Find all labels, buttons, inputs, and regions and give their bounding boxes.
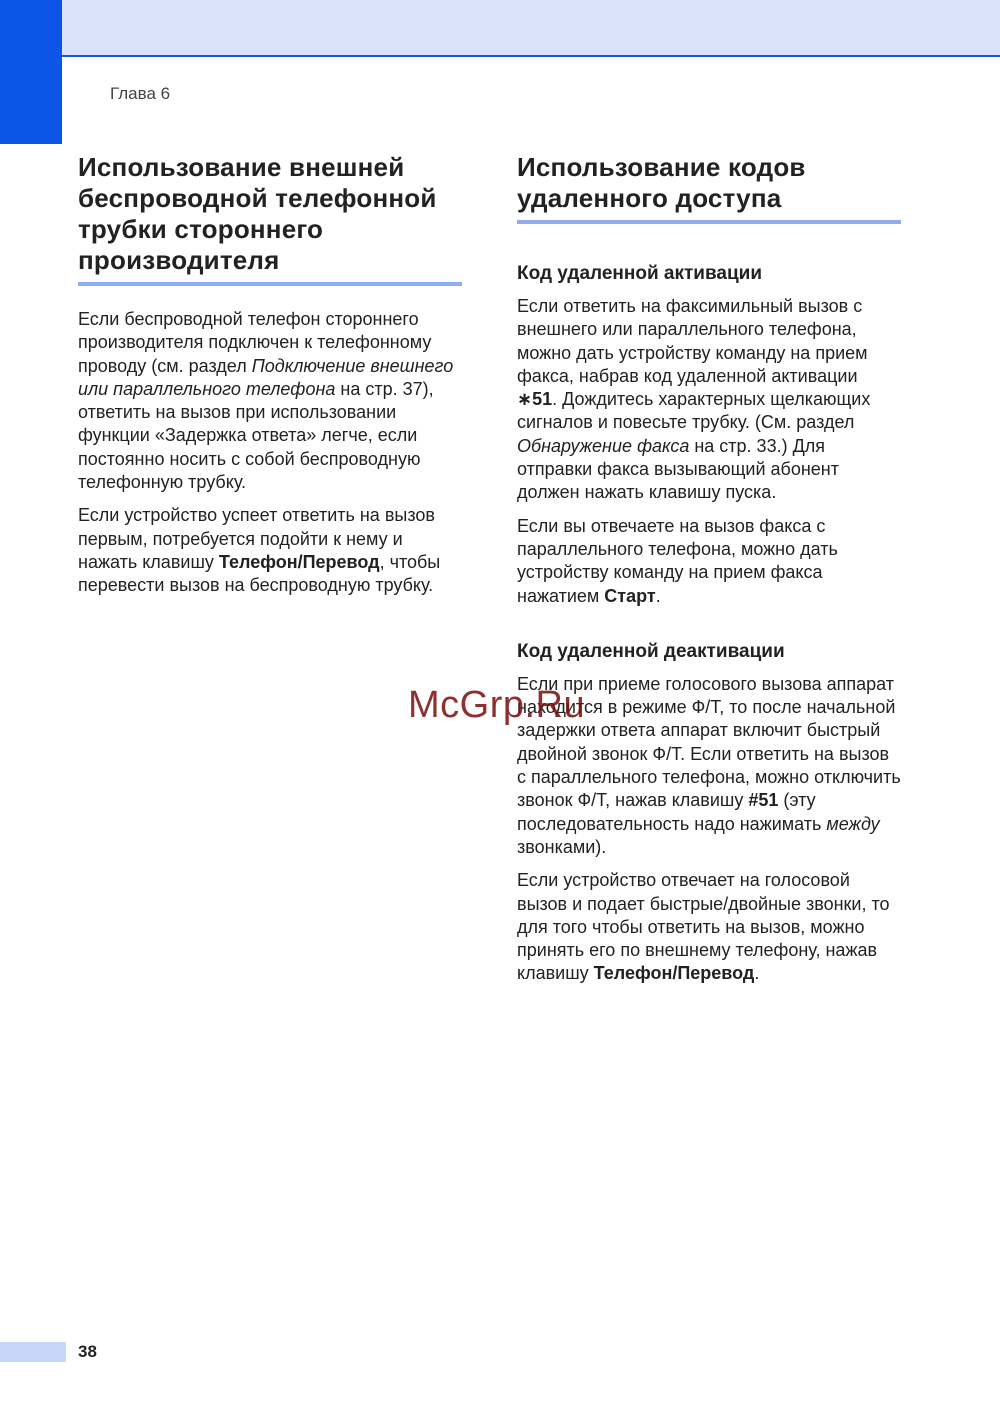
chapter-tab	[0, 0, 62, 144]
text-run: Если вы отвечаете на вызов факса с параллельного телефона, можно дать устройству команду на прием факса нажатием	[517, 515, 838, 606]
section-title-cordless: Использование внешней беспроводной телефонной трубки стороннего производителя	[78, 152, 462, 286]
text-run: Если устройство отвечает на голосовой вызов и подает быстрые/двойные звонки, то для того чтобы ответить на вызов, можно принять его по внешнему телефону, нажав клавишу	[517, 870, 890, 984]
paragraph	[517, 295, 901, 505]
text-run: Если устройство успеет ответить на вызов первым, потребуется подойти к нему и нажать клавишу	[78, 505, 435, 572]
subsection-activation	[517, 262, 901, 608]
header-rule	[62, 55, 1000, 57]
chapter-label: Глава 6	[110, 84, 171, 103]
emphasis: между	[826, 813, 880, 834]
header-band	[0, 0, 1000, 56]
left-body	[78, 308, 462, 598]
text-run: звонками).	[517, 836, 607, 857]
text-run: (эту последовательность надо нажимать	[517, 790, 827, 834]
subsection-title: Код удаленной деактивации	[517, 640, 785, 662]
key-name: Старт	[604, 585, 656, 606]
text-run: на стр. 37), ответить на вызов при использовании функции «Задержка ответа» легче, если постоянно носить с собой беспроводную телефонную трубку.	[78, 378, 434, 493]
cross-reference-link[interactable]: Обнаружение факса	[517, 435, 690, 456]
text-run: Если при приеме голосового вызова аппарат находится в режиме Ф/Т, то после начальной задержки ответа аппарат включит быстрый двойной звонок Ф/Т. Если ответить на вызов с параллельного телефона, можно отключить звонок Ф/Т, нажав клавишу	[517, 673, 901, 811]
key-name: Телефон/Перевод	[593, 963, 755, 984]
paragraph	[78, 308, 462, 494]
right-column	[517, 152, 901, 996]
text-run: Если ответить на факсимильный вызов с внешнего или параллельного телефона, можно дать устройству команду на прием факса, набрав код удаленной активации	[517, 296, 868, 386]
cross-reference-link[interactable]: Подключение внешнего или параллельного телефона	[78, 355, 454, 399]
footer-band	[0, 1342, 66, 1362]
paragraph	[78, 504, 462, 597]
text-run: на стр. 33.) Для отправки факса вызывающий абонент должен нажать клавишу пуска.	[517, 435, 839, 503]
left-column	[78, 152, 462, 608]
text-run: .	[754, 963, 760, 984]
paragraph	[517, 869, 901, 985]
watermark: McGrp.Ru	[408, 684, 586, 726]
code-value: #51	[748, 790, 779, 811]
text-run: .	[655, 585, 661, 606]
page-number: 38	[78, 1342, 97, 1361]
text-run: . Дождитесь характерных щелкающих сигналов и повесьте трубку. (См. раздел	[517, 389, 871, 433]
paragraph	[517, 515, 901, 608]
subsection-title: Код удаленной активации	[517, 263, 763, 284]
key-name: Телефон/Перевод	[218, 551, 380, 572]
text-run: , чтобы перевести вызов на беспроводную трубку.	[78, 551, 441, 596]
code-value: ∗51	[517, 389, 553, 410]
section-title-remote-codes: Использование кодов удаленного доступа	[517, 152, 901, 224]
text-run: Если беспроводной телефон стороннего производителя подключен к телефонному проводу (см. раздел	[78, 309, 432, 376]
